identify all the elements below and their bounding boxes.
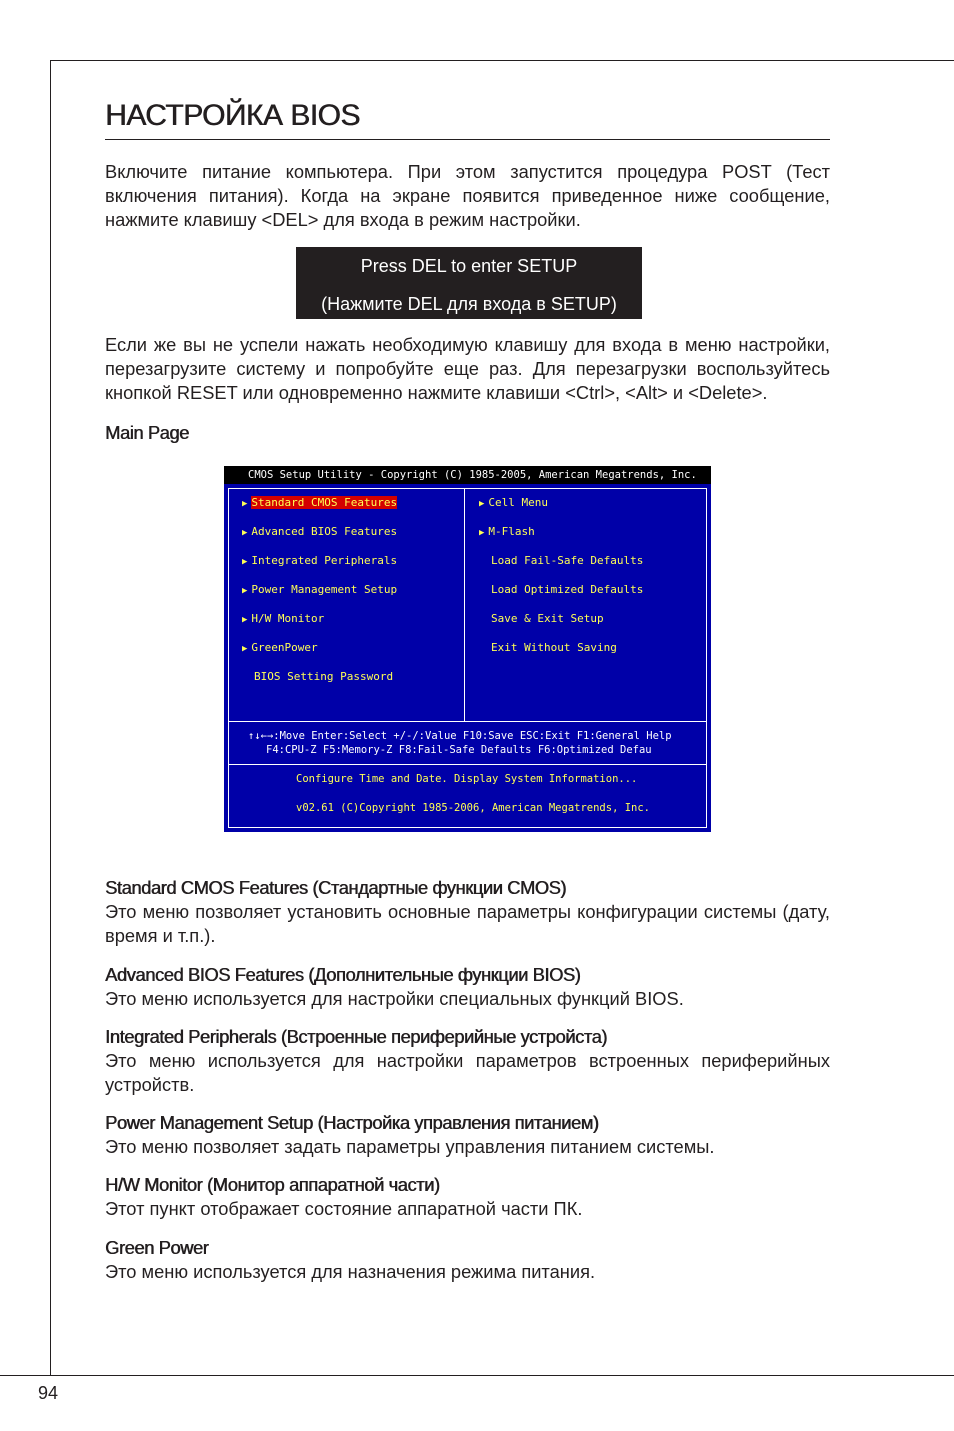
bios-help-text: Configure Time and Date. Display System Information... — [296, 773, 638, 786]
triangle-right-icon: ▶ — [242, 586, 248, 597]
intro-paragraph: Включите питание компьютера. При этом запустится процедура POST (Тест включения питания). Когда на экране появится приведенное ниже сообщение, нажмите клавишу <DEL> для входа в режим настройки. — [105, 161, 830, 231]
page-frame-top-rule — [50, 60, 954, 61]
bios-key-hints-line2: F4:CPU-Z F5:Memory-Z F8:Fail-Safe Defaults F6:Optimized Defau — [266, 744, 652, 757]
section-power-management — [105, 1111, 830, 1159]
bios-item-cell-menu[interactable]: ▶ Cell Menu — [479, 496, 549, 510]
section-text: Этот пункт отображает состояние аппаратной части ПК. — [105, 1198, 583, 1220]
bios-item-setting-password[interactable]: BIOS Setting Password — [254, 670, 394, 684]
section-advanced-bios — [105, 963, 830, 1011]
page-frame-bottom-rule — [0, 1375, 954, 1376]
section-heading: Green Power — [105, 1236, 209, 1258]
bios-header: CMOS Setup Utility - Copyright (C) 1985-2005, American Megatrends, Inc. — [224, 466, 711, 484]
triangle-right-icon: ▶ — [479, 528, 485, 539]
page-title: НАСТРОЙКА BIOS — [105, 99, 360, 132]
bios-column-divider — [464, 488, 465, 721]
section-text: Это меню позволяет задать параметры управления питанием системы. — [105, 1136, 715, 1158]
triangle-right-icon: ▶ — [242, 499, 248, 510]
triangle-right-icon: ▶ — [242, 528, 248, 539]
setup-notice-box — [296, 247, 642, 319]
title-rule — [105, 139, 830, 140]
bios-info-divider — [228, 764, 707, 765]
bios-item-load-fail-safe[interactable]: Load Fail-Safe Defaults — [491, 554, 644, 568]
bios-item-hw-monitor[interactable]: ▶ H/W Monitor — [242, 612, 325, 626]
bios-item-save-exit[interactable]: Save & Exit Setup — [491, 612, 604, 626]
retry-paragraph: Если же вы не успели нажать необходимую клавишу для входа в меню настройки, перезагрузите систему и попробуйте еще раз. Для перезагрузки воспользуйтесь кнопкой RESET или одновременно нажмите клавиши <Ctrl>, <Alt> и <Delete>. — [105, 333, 830, 404]
bios-item-standard-cmos[interactable]: ▶ Standard CMOS Features — [242, 496, 398, 510]
section-green-power — [105, 1236, 830, 1284]
section-text: Это меню используется для настройки параметров встроенных периферийных устройств. — [105, 1049, 830, 1096]
section-standard-cmos — [105, 876, 830, 948]
page-number: 94 — [38, 1383, 59, 1403]
section-heading: H/W Monitor (Монитор аппаратной части) — [105, 1174, 440, 1196]
section-integrated-peripherals — [105, 1025, 830, 1097]
triangle-right-icon: ▶ — [242, 557, 248, 568]
bios-item-greenpower[interactable]: ▶ GreenPower — [242, 641, 318, 655]
bios-item-m-flash[interactable]: ▶ M-Flash — [479, 525, 535, 539]
bios-item-load-optimized[interactable]: Load Optimized Defaults — [491, 583, 644, 597]
bios-screenshot — [224, 466, 711, 832]
section-text: Это меню позволяет установить основные параметры конфигурации системы (дату, время и т.п.). — [105, 901, 830, 947]
section-hw-monitor — [105, 1173, 830, 1221]
bios-item-advanced-bios[interactable]: ▶ Advanced BIOS Features — [242, 525, 398, 539]
main-page-heading: Main Page — [105, 422, 189, 444]
page-frame-left-rule — [50, 60, 51, 1376]
bios-version-text: v02.61 (C)Copyright 1985-2006, American Megatrends, Inc. — [296, 802, 651, 815]
section-text: Это меню используется для настройки специальных функций BIOS. — [105, 987, 684, 1009]
triangle-right-icon: ▶ — [479, 499, 485, 510]
page-content — [105, 96, 830, 1284]
bios-key-hints-line1: ↑↓←→:Move Enter:Select +/-/:Value F10:Save ESC:Exit F1:General Help — [248, 730, 672, 743]
triangle-right-icon: ▶ — [242, 615, 248, 626]
bios-item-integrated-peripherals[interactable]: ▶ Integrated Peripherals — [242, 554, 398, 568]
bios-keys-divider — [228, 721, 707, 722]
notice-line-english: Press DEL to enter SETUP — [360, 255, 578, 276]
section-heading: Standard CMOS Features (Стандартные функции CMOS) — [105, 877, 566, 899]
notice-line-russian: (Нажмите DEL для входа в SETUP) — [321, 293, 617, 314]
section-text: Это меню используется для назначения режима питания. — [105, 1260, 596, 1282]
bios-item-power-management[interactable]: ▶ Power Management Setup — [242, 583, 398, 597]
bios-item-exit-without-saving[interactable]: Exit Without Saving — [491, 641, 617, 655]
section-heading: Integrated Peripherals (Встроенные периферийные устройста) — [105, 1025, 607, 1047]
section-heading: Power Management Setup (Настройка управления питанием) — [105, 1112, 599, 1134]
triangle-right-icon: ▶ — [242, 644, 248, 655]
section-heading: Advanced BIOS Features (Дополнительные функции BIOS) — [105, 963, 581, 985]
